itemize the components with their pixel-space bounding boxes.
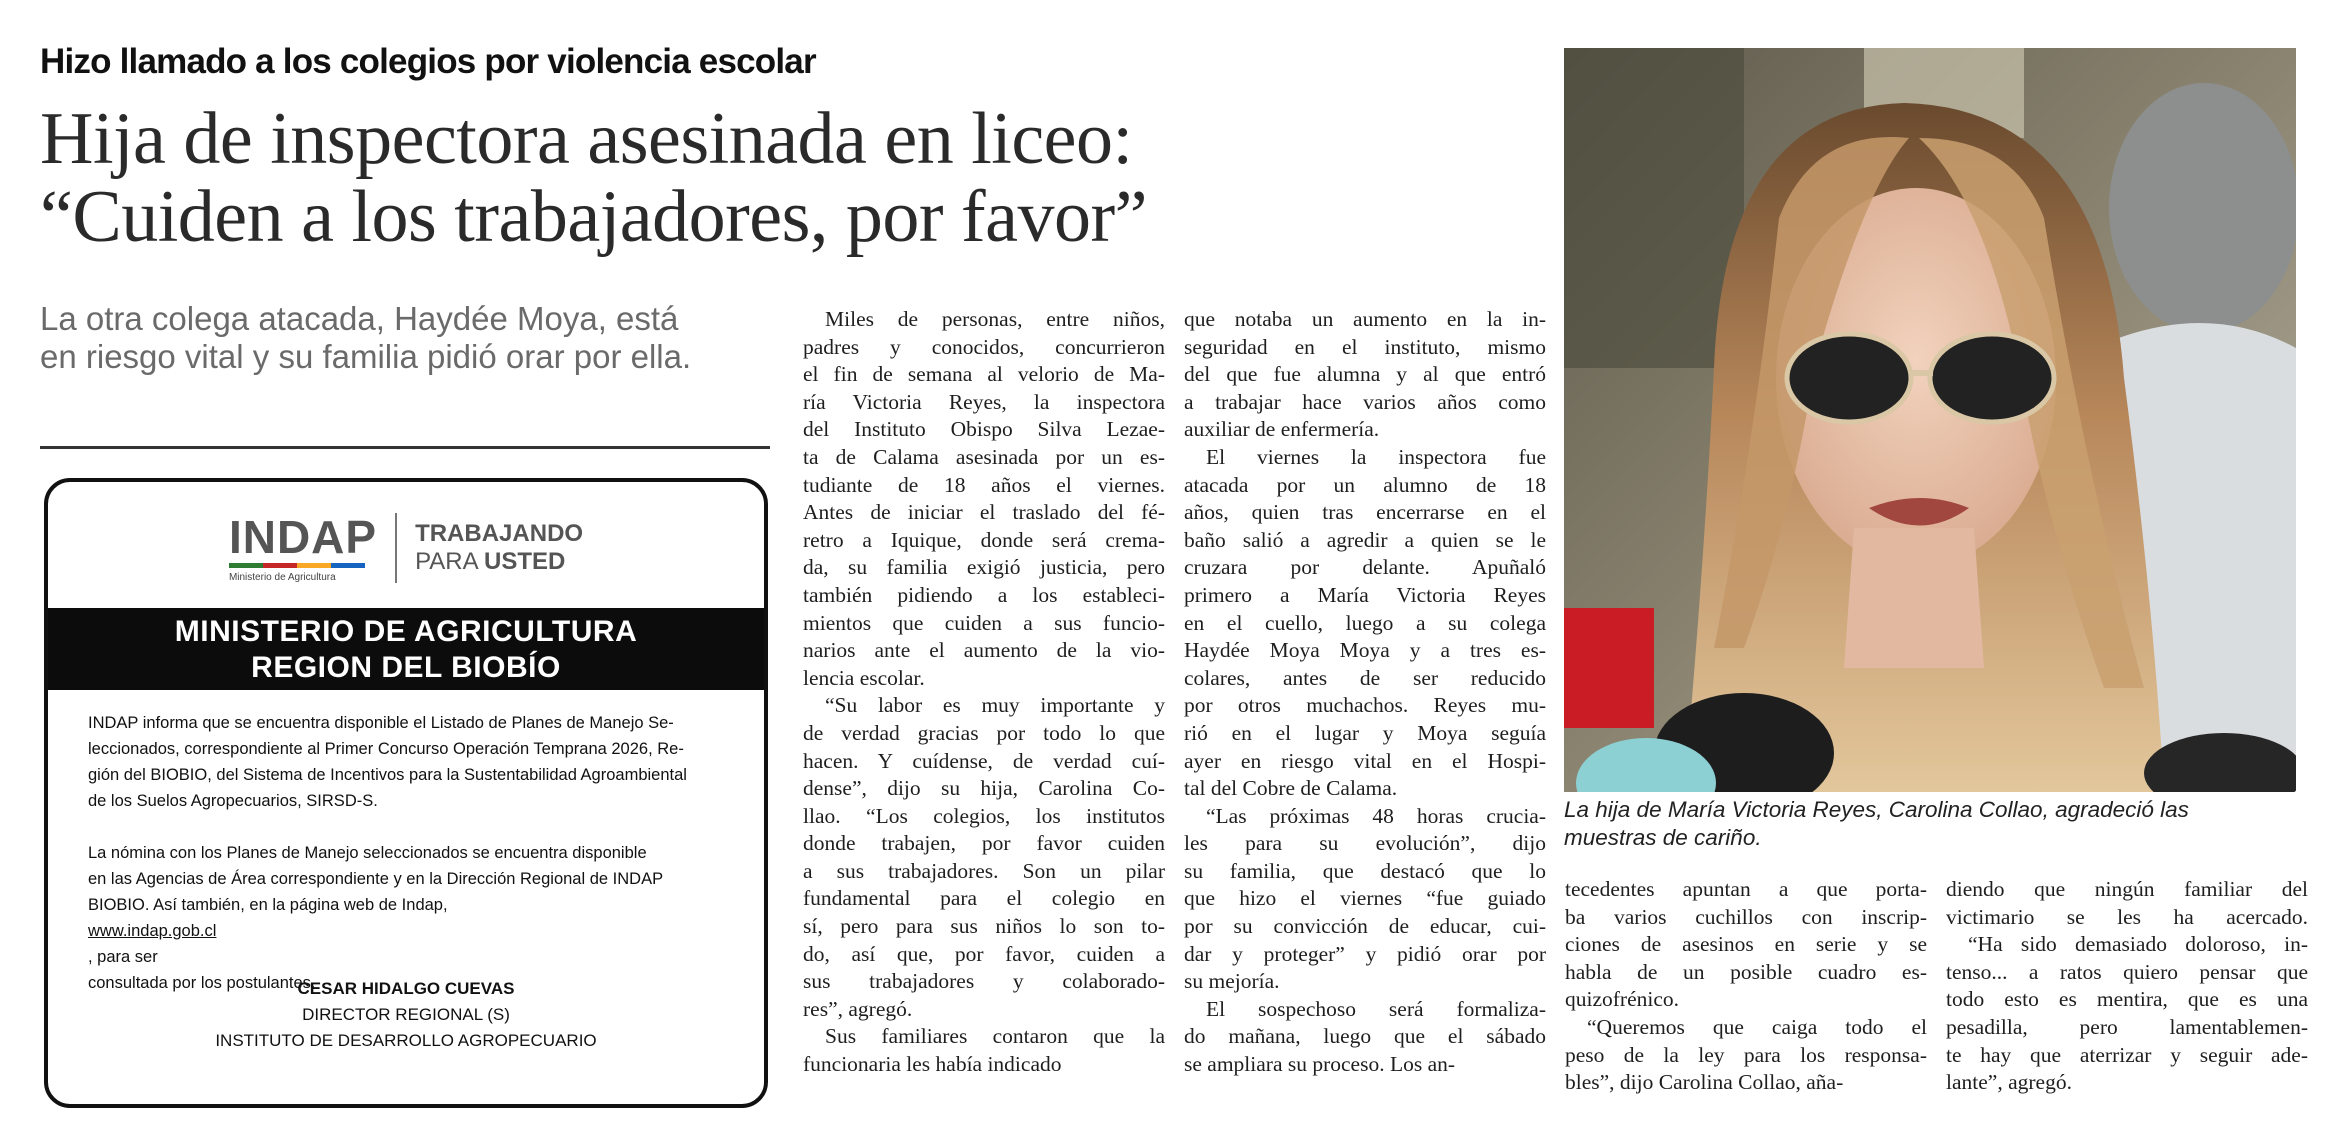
ad-p2-line: consultada por los postulantes. [88, 974, 316, 992]
body-text-line: victimario se les ha acercado. [1946, 904, 2308, 929]
slogan-usted: USTED [483, 548, 566, 575]
body-text-line: hacen. Y cuídense, de verdad cuí- [803, 748, 1165, 773]
article-photo [1564, 48, 2296, 792]
body-text-line: seguridad en el instituto, mismo [1184, 334, 1546, 359]
ad-p1-line: INDAP informa que se encuentra disponible el Listado de Planes de Manejo Se- [88, 714, 674, 732]
body-text-line: peso de la ley para los responsa- [1565, 1042, 1927, 1067]
ad-p1-line: de los Suelos Agropecuarios, SIRSD-S. [88, 792, 378, 810]
body-text-line: fundamental para el colegio en [803, 886, 1165, 911]
body-text-line: llao. “Los colegios, los institutos [803, 803, 1165, 828]
body-text-line: dar y proteger” y pidió orar por [1184, 941, 1546, 966]
body-text-line: El sospechoso será formaliza- [1206, 996, 1546, 1021]
kicker: Hizo llamado a los colegios por violencia escolar [40, 42, 816, 81]
body-text-line: funcionaria les había indicado [803, 1052, 1062, 1077]
indap-logo [228, 510, 378, 583]
body-text-line: narios ante el aumento de la vio- [803, 638, 1165, 663]
body-text-line: años, quien tras encerrarse en el [1184, 500, 1546, 525]
body-text-line: tudiante de 18 años el viernes. [803, 472, 1165, 497]
article-column-2 [1184, 306, 1546, 1079]
body-text-line: “Ha sido demasiado doloroso, in- [1968, 932, 2308, 957]
body-text-line: padres y conocidos, concurrieron [803, 334, 1165, 359]
body-text-line: primero a María Victoria Reyes [1184, 582, 1546, 607]
body-text-line: Miles de personas, entre niños, [825, 307, 1165, 331]
body-text-line: Sus familiares contaron que la [825, 1024, 1165, 1049]
body-text-line: El viernes la inspectora fue [1206, 444, 1546, 469]
body-text-line: “Su labor es muy importante y [825, 693, 1165, 718]
body-text-line: su familia, que destacó que lo [1184, 858, 1546, 883]
body-text-line: retro a Iquique, donde será crema- [803, 527, 1165, 552]
body-text-line: ciones de asesinos en serie y se [1565, 932, 1927, 957]
body-text-line: ría Victoria Reyes, la inspectora [803, 389, 1165, 414]
headline-line-1: Hija de inspectora asesinada en liceo: [40, 98, 1133, 180]
body-text-line: mientos que cuiden a sus funcio- [803, 610, 1165, 635]
slogan-line-1: TRABAJANDO [415, 520, 584, 547]
ad-band-line-2: REGION DEL BIOBÍO [251, 651, 561, 684]
body-text-line: da, su familia exigió justicia, pero [803, 555, 1165, 580]
headline [40, 100, 1240, 256]
ad-paragraph-2 [88, 840, 728, 996]
body-text-line: res”, agregó. [803, 996, 913, 1021]
ad-p2-line: en las Agencias de Área correspondiente y en la Dirección Regional de INDAP [88, 870, 664, 888]
body-text-line: en el cuello, luego a su colega [1184, 610, 1546, 635]
body-text-line: por su convicción de educar, cui- [1184, 914, 1546, 939]
body-text-line: te hay que aterrizar y seguir ade- [1946, 1042, 2308, 1067]
bar-green [229, 563, 263, 568]
caption-line-1: La hija de María Victoria Reyes, Carolina Collao, agradeció las [1564, 797, 2189, 822]
ad-p1-line: leccionados, correspondiente al Primer Concurso Operación Temprana 2026, Re- [88, 740, 684, 758]
logo-divider [395, 513, 397, 583]
body-text-line: pesadilla, pero lamentablemen- [1946, 1014, 2308, 1039]
ad-paragraph-1 [88, 710, 728, 814]
body-text-line: ta de Calama asesinada por un es- [803, 444, 1165, 469]
body-text-line: también pidiendo a los estableci- [803, 582, 1165, 607]
ad-logo-row [48, 508, 764, 588]
body-text-line: Antes de iniciar el traslado del fé- [803, 500, 1165, 525]
body-text-line: ba varios cuchillos con inscrip- [1565, 904, 1927, 929]
body-text-line: cruzara por delante. Apuñaló [1184, 555, 1546, 580]
body-text-line: de verdad gracias por todo lo que [803, 720, 1165, 745]
caption-line-2: muestras de cariño. [1564, 825, 1762, 850]
body-text-line: “Las próximas 48 horas crucia- [1206, 803, 1546, 828]
body-text-line: do mañana, luego que el sábado [1184, 1024, 1546, 1049]
body-text-line: su mejoría. [1184, 969, 1280, 994]
slogan-para: PARA [415, 548, 484, 575]
body-text-line: todo esto es mentira, que es una [1946, 987, 2308, 1012]
ad-band-line-1: MINISTERIO DE AGRICULTURA [174, 615, 638, 648]
deck-line-2: en riesgo vital y su familia pidió orar por ella. [40, 338, 692, 375]
body-text-line: colares, antes de ser reducido [1184, 665, 1546, 690]
body-text-line: lante”, agregó. [1946, 1070, 2072, 1095]
ad-p2-line: La nómina con los Planes de Manejo seleccionados se encuentra disponible [88, 844, 647, 862]
ad-p2-text: , para ser [88, 948, 158, 966]
body-text-line: a trabajar hace varios años como [1184, 389, 1546, 414]
ad-p2-line [88, 892, 728, 970]
indap-website-link[interactable]: www.indap.gob.cl [88, 922, 217, 940]
body-text-line: que hizo el viernes “fue guiado [1184, 886, 1546, 911]
article-column-1 [803, 306, 1165, 1079]
slogan [415, 520, 583, 576]
signer-title: DIRECTOR REGIONAL (S) [302, 1005, 510, 1024]
body-text-line: por otros muchachos. Reyes mu- [1184, 693, 1546, 718]
body-text-line: sus trabajadores y colaborado- [803, 969, 1165, 994]
body-text-line: a sus trabajadores. Son un pilar [803, 858, 1165, 883]
body-text-line: les para su evolución”, dijo [1184, 831, 1546, 856]
body-text-line: se ampliara su proceso. Los an- [1184, 1052, 1456, 1077]
ad-header-band [48, 608, 764, 690]
body-text-line: rió en el lugar y Moya seguía [1184, 720, 1546, 745]
body-text-line: atacada por un alumno de 18 [1184, 472, 1546, 497]
body-text-line: sí, pero para sus niños lo son to- [803, 914, 1165, 939]
indap-logo-subtitle: Ministerio de Agricultura [228, 571, 336, 583]
body-text-line: habla de un posible cuadro es- [1565, 959, 1927, 984]
body-text-line: tenso... a ratos quiero pensar que [1946, 959, 2308, 984]
indap-color-bars [229, 563, 365, 568]
photo-caption [1564, 796, 2296, 852]
body-text-line: donde trabajen, por favor cuiden [803, 831, 1165, 856]
body-text-line: tal del Cobre de Calama. [1184, 776, 1398, 801]
body-text-line: tecedentes apuntan a que porta- [1565, 877, 1927, 901]
body-text-line: lencia escolar. [803, 665, 925, 690]
headline-line-2: “Cuiden a los trabajadores, por favor” [40, 176, 1148, 258]
deck-line-1: La otra colega atacada, Haydée Moya, está [40, 300, 679, 337]
ad-signature [48, 976, 764, 1054]
body-text-line: quizofrénico. [1565, 987, 1680, 1012]
deck [40, 300, 780, 376]
body-text-line: del que fue alumna y al que entró [1184, 362, 1546, 387]
article-column-3 [1565, 876, 1927, 1097]
body-text-line: baño salió a agredir a quien se le [1184, 527, 1546, 552]
slogan-line-2 [415, 548, 583, 576]
body-text-line: el fin de semana al velorio de Ma- [803, 362, 1165, 387]
indap-logo-word: INDAP [228, 510, 378, 563]
signer-name: CESAR HIDALGO CUEVAS [297, 979, 515, 998]
body-text-line: “Queremos que caiga todo el [1587, 1014, 1927, 1039]
body-text-line: que notaba un aumento en la in- [1184, 307, 1546, 331]
body-text-line: ayer en riesgo vital en el Hospi- [1184, 748, 1546, 773]
bar-blue [331, 563, 365, 568]
bar-yellow [297, 563, 331, 568]
body-text-line: diendo que ningún familiar del [1946, 877, 2308, 901]
ad-p1-line: gión del BIOBIO, del Sistema de Incentivos para la Sustentabilidad Agroambiental [88, 766, 687, 784]
bar-red [263, 563, 297, 568]
signer-org: INSTITUTO DE DESARROLLO AGROPECUARIO [215, 1031, 597, 1050]
body-text-line: auxiliar de enfermería. [1184, 417, 1380, 442]
article-column-4 [1946, 876, 2308, 1097]
body-text-line: do, así que, por favor, cuiden a [803, 941, 1165, 966]
body-text-line: del Instituto Obispo Silva Lezae- [803, 417, 1165, 442]
indap-notice-ad [44, 478, 768, 1108]
photo-illustration [1564, 48, 2296, 792]
body-text-line: bles”, dijo Carolina Collao, aña- [1565, 1070, 1844, 1095]
section-divider [40, 446, 770, 449]
body-text-line: Haydée Moya Moya y a tres es- [1184, 638, 1546, 663]
ad-p2-text: BIOBIO. Así también, en la página web de Indap, [88, 896, 448, 914]
body-text-line: dense”, dijo su hija, Carolina Co- [803, 776, 1165, 801]
